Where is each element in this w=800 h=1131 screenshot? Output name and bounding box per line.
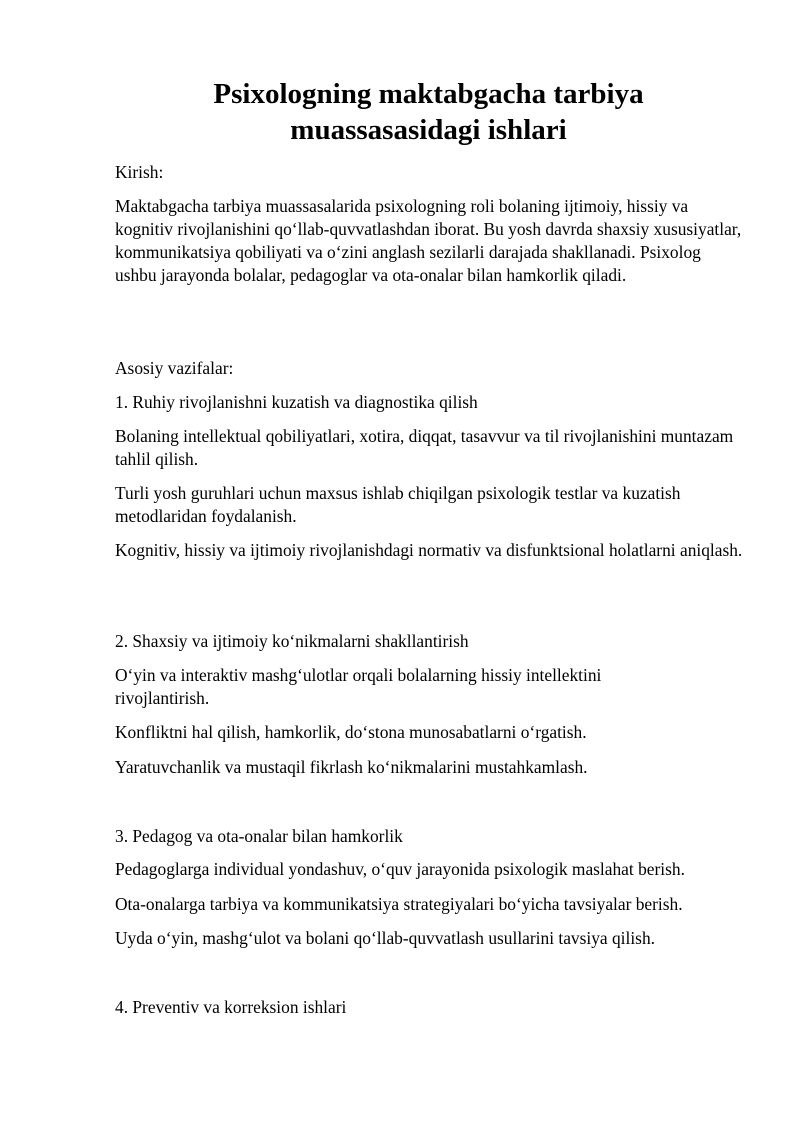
section-2-item-1: O‘yin va interaktiv mashg‘ulotlar orqali bolalarning hissiy intellektini rivojlantirish.: [115, 665, 602, 708]
title-line-2: muassasasidagi ishlari: [290, 114, 567, 146]
intro-paragraph: Maktabgacha tarbiya muassasalarida psixologning roli bolaning ijtimoiy, hissiy va kognitiv rivojlanishini qo‘llab-quvvatlashdan iborat. Bu yosh davrda shaxsiy xususiyatlar, kommunikatsiya qobiliyati va o‘zini anglash sezilarli darajada shakllanadi. Psixolog ushbu jarayonda bolalar, pedagoglar va ota-onalar bilan hamkorlik qiladi.: [115, 196, 742, 285]
section-4-heading: 4. Preventiv va korreksion ishlari: [115, 997, 347, 1017]
section-1-item-1: Bolaning intellektual qobiliyatlari, xotira, diqqat, tasavvur va til rivojlanishini muntazam tahlil qilish.: [115, 426, 734, 469]
section-1-item-2: Turli yosh guruhlari uchun maxsus ishlab chiqilgan psixologik testlar va kuzatish metodlaridan foydalanish.: [115, 483, 681, 526]
section-1-item-3: Kognitiv, hissiy va ijtimoiy rivojlanishdagi normativ va disfunktsional holatlarni aniqlash.: [115, 540, 743, 560]
section-1-heading: 1. Ruhiy rivojlanishni kuzatish va diagnostika qilish: [115, 392, 478, 412]
section-3-item-2: Ota-onalarga tarbiya va kommunikatsiya strategiyalari bo‘yicha tavsiyalar berish.: [115, 894, 683, 914]
document-title: [115, 76, 742, 148]
section-2-heading: 2. Shaxsiy va ijtimoiy ko‘nikmalarni shakllantirish: [115, 631, 469, 651]
intro-heading: Kirish:: [115, 162, 164, 182]
section-3-item-3: Uyda o‘yin, mashg‘ulot va bolani qo‘llab-quvvatlash usullarini tavsiya qilish.: [115, 928, 655, 948]
section-2-item-3: Yaratuvchanlik va mustaqil fikrlash ko‘nikmalarini mustahkamlash.: [115, 757, 588, 777]
section-3-heading: 3. Pedagog va ota-onalar bilan hamkorlik: [115, 826, 403, 846]
tasks-heading: Asosiy vazifalar:: [115, 358, 234, 378]
title-line-1: Psixologning maktabgacha tarbiya: [213, 78, 644, 110]
section-3-item-1: Pedagoglarga individual yondashuv, o‘quv jarayonida psixologik maslahat berish.: [115, 859, 685, 879]
section-2-item-2: Konfliktni hal qilish, hamkorlik, do‘stona munosabatlarni o‘rgatish.: [115, 722, 587, 742]
